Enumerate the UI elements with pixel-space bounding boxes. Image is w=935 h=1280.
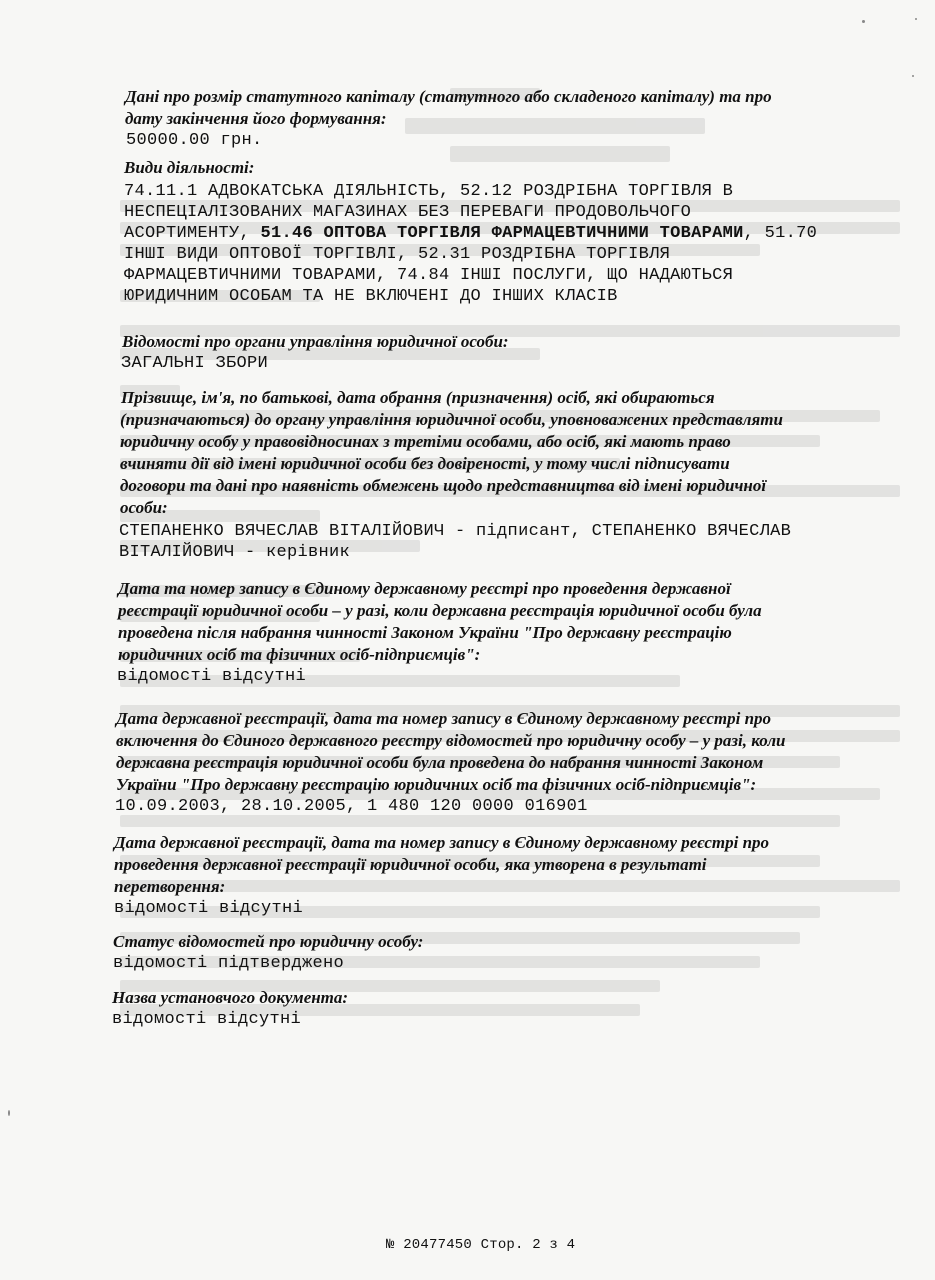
activities-line-4: ІНШІ ВИДИ ОПТОВОЇ ТОРГІВЛІ, 52.31 РОЗДРІБНА ТОРГІВЛЯ bbox=[124, 245, 671, 264]
record-transformation-label-line-1: Дата державної реєстрації, дата та номер запису в Єдиному державному реєстрі про bbox=[114, 833, 770, 852]
management-section bbox=[0, 331, 935, 374]
record-after-law-label-line-2: реєстрації юридичної особи – у разі, коли державна реєстрація юридичної особи була bbox=[118, 601, 762, 620]
capital-label-line-2: дату закінчення його формування: bbox=[125, 109, 387, 128]
page-footer: № 20477450 Стор. 2 з 4 bbox=[386, 1237, 576, 1253]
status-label: Статус відомостей про юридичну особу: bbox=[113, 932, 424, 951]
record-transformation-label-line-3: перетворення: bbox=[114, 877, 226, 896]
capital-section bbox=[0, 86, 935, 151]
scan-speck bbox=[862, 20, 865, 23]
capital-label-line-1: Дані про розмір статутного капіталу (статутного або складеного капіталу) та про bbox=[125, 87, 772, 106]
activities-line-3 bbox=[0, 223, 935, 244]
persons-label-line-1: Прізвище, ім'я, по батькові, дата обрання (призначення) осіб, які обираються bbox=[121, 388, 715, 407]
persons-label-line-4: вчиняти дії від імені юридичної особи без довіреності, у тому числі підписувати bbox=[120, 454, 730, 473]
activities-line-3-suffix: , 51.70 bbox=[743, 224, 818, 243]
activities-line-3-prefix: АСОРТИМЕНТУ, bbox=[124, 224, 261, 243]
record-before-law-label-line-4: України "Про державну реєстрацію юридичних осіб та фізичних осіб-підприємців": bbox=[116, 775, 757, 794]
record-before-law-value: 10.09.2003, 28.10.2005, 1 480 120 0000 016901 bbox=[115, 797, 588, 816]
status-section bbox=[0, 931, 935, 974]
record-before-law-section bbox=[0, 708, 935, 817]
record-transformation-value: відомості відсутні bbox=[114, 899, 304, 918]
management-value: ЗАГАЛЬНІ ЗБОРИ bbox=[121, 354, 269, 373]
founding-document-label: Назва установчого документа: bbox=[112, 988, 349, 1007]
record-transformation-section bbox=[0, 832, 935, 919]
activities-highlight: 51.46 ОПТОВА ТОРГІВЛЯ ФАРМАЦЕВТИЧНИМИ ТОВАРАМИ bbox=[260, 224, 744, 243]
persons-label-line-6: особи: bbox=[120, 498, 168, 517]
persons-label-line-2: (призначаються) до органу управління юридичної особи, уповноважених представляти bbox=[120, 410, 783, 429]
management-label: Відомості про органи управління юридичної особи: bbox=[122, 332, 509, 351]
record-transformation-label-line-2: проведення державної реєстрації юридичної особи, яка утворена в результаті bbox=[114, 855, 707, 874]
persons-label-line-5: договори та дані про наявність обмежень щодо представництва від імені юридичної bbox=[120, 476, 767, 495]
scan-speck bbox=[912, 75, 914, 77]
scan-speck bbox=[915, 18, 917, 20]
scan-speck bbox=[8, 1110, 10, 1116]
persons-label-line-3: юридичну особу у правовідносинах з третіми особами, або осіб, які мають право bbox=[120, 432, 731, 451]
record-before-law-label-line-1: Дата державної реєстрації, дата та номер запису в Єдиному державному реєстрі про bbox=[116, 709, 772, 728]
record-after-law-value: відомості відсутні bbox=[117, 667, 307, 686]
founding-document-section bbox=[0, 987, 935, 1030]
record-before-law-label-line-3: державна реєстрація юридичної особи була проведена до набрання чинності Законом bbox=[116, 753, 764, 772]
persons-value-line-2: ВІТАЛІЙОВИЧ - керівник bbox=[119, 543, 351, 562]
activities-line-1: 74.11.1 АДВОКАТСЬКА ДІЯЛЬНІСТЬ, 52.12 РОЗДРІБНА ТОРГІВЛЯ В bbox=[124, 182, 734, 201]
activities-line-5: ФАРМАЦЕВТИЧНИМИ ТОВАРАМИ, 74.84 ІНШІ ПОСЛУГИ, ЩО НАДАЮТЬСЯ bbox=[124, 266, 734, 285]
activities-line-6: ЮРИДИЧНИМ ОСОБАМ ТА НЕ ВКЛЮЧЕНІ ДО ІНШИХ КЛАСІВ bbox=[124, 287, 618, 306]
activities-section bbox=[0, 157, 935, 307]
record-after-law-label-line-3: проведена після набрання чинності Законом України "Про державну реєстрацію bbox=[118, 623, 732, 642]
persons-value-line-1: СТЕПАНЕНКО ВЯЧЕСЛАВ ВІТАЛІЙОВИЧ - підписант, СТЕПАНЕНКО ВЯЧЕСЛАВ bbox=[119, 522, 792, 541]
record-before-law-label-line-2: включення до Єдиного державного реєстру відомостей про юридичну особу – у разі, коли bbox=[116, 731, 786, 750]
record-after-law-label-line-1: Дата та номер запису в Єдиному державному реєстрі про проведення державної bbox=[118, 579, 731, 598]
capital-value: 50000.00 грн. bbox=[126, 131, 263, 150]
record-after-law-label-line-4: юридичних осіб та фізичних осіб-підприємців": bbox=[118, 645, 481, 664]
activities-line-2: НЕСПЕЦІАЛІЗОВАНИХ МАГАЗИНАХ БЕЗ ПЕРЕВАГИ ПРОДОВОЛЬЧОГО bbox=[124, 203, 692, 222]
persons-section bbox=[0, 387, 935, 563]
status-value: відомості підтверджено bbox=[113, 954, 345, 973]
activities-label: Види діяльності: bbox=[124, 158, 255, 177]
founding-document-value: відомості відсутні bbox=[112, 1010, 302, 1029]
record-after-law-section bbox=[0, 578, 935, 687]
